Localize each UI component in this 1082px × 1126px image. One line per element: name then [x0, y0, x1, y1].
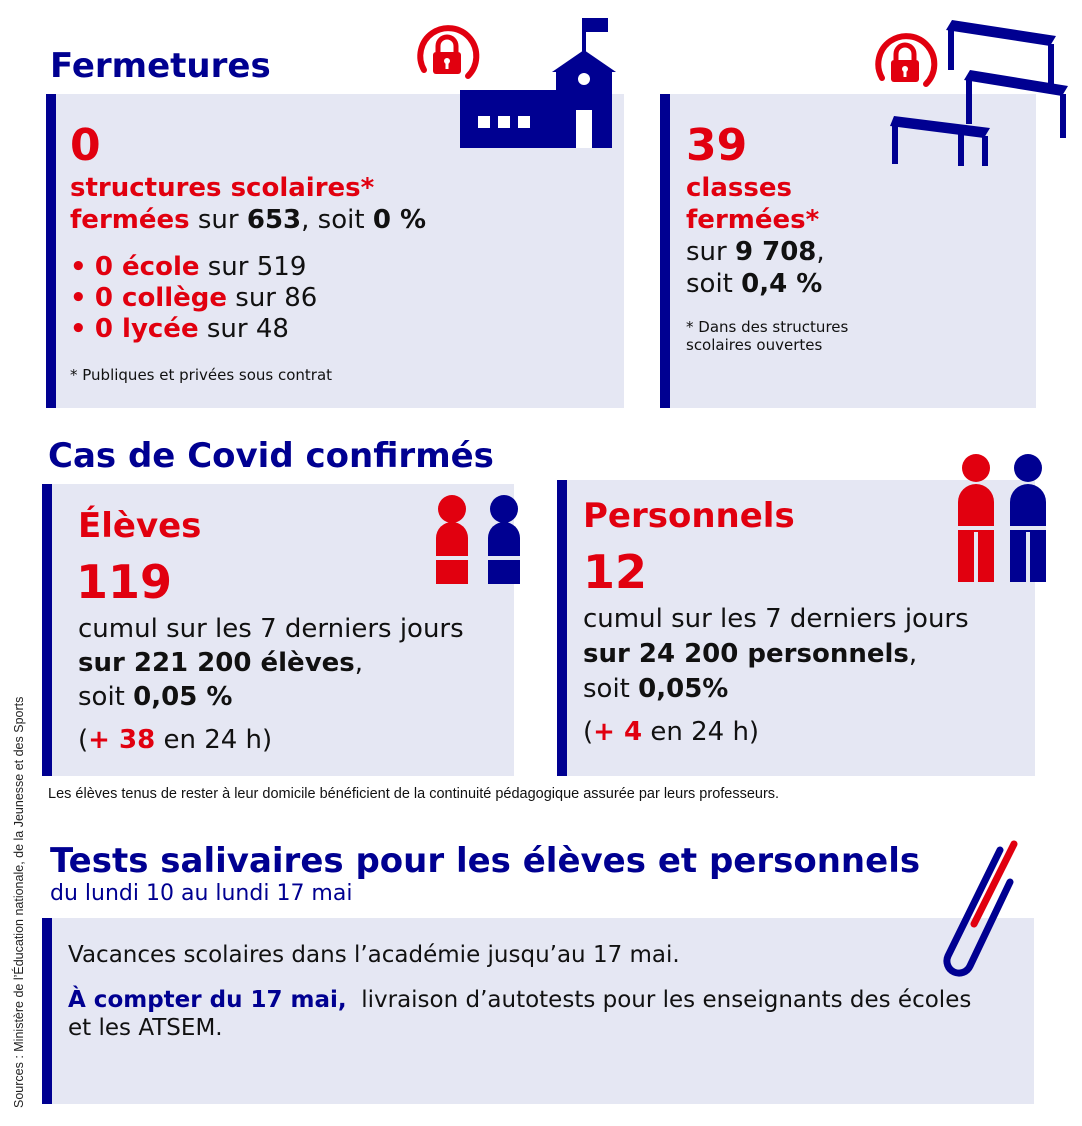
eleves-cumul: cumul sur les 7 derniers jours: [78, 614, 464, 644]
personnels-delta-rest: en 24 h): [642, 717, 760, 747]
personnels-count: 12: [583, 545, 648, 599]
tests-line2: [68, 986, 1018, 1014]
classes-sur: sur: [686, 237, 735, 267]
tests-line2-rest: livraison d’autotests pour les enseignants des écoles: [346, 987, 972, 1013]
personnels-total: sur 24 200 personnels: [583, 639, 909, 669]
school-desks-icon: [890, 16, 1070, 166]
structures-label-red-2: fermées: [70, 205, 190, 235]
eleves-soit: soit: [78, 682, 134, 712]
structures-list: [70, 252, 317, 345]
tests-line1: Vacances scolaires dans l’académie jusqu’au 17 mai.: [68, 942, 680, 968]
list-item-rest: sur 48: [198, 314, 289, 344]
classes-percent: 0,4 %: [741, 269, 823, 299]
tests-subtitle: du lundi 10 au lundi 17 mai: [50, 881, 353, 906]
list-item: [70, 252, 317, 283]
eleves-count: 119: [76, 555, 173, 609]
list-item-rest: sur 86: [227, 283, 318, 313]
personnels-text: [583, 602, 1033, 707]
structures-footnote: * Publiques et privées sous contrat: [70, 366, 333, 384]
classes-total: 9 708: [734, 237, 817, 267]
classes-label-1: classes: [686, 173, 792, 203]
eleves-percent-line: [78, 680, 518, 714]
structures-label: [70, 172, 610, 236]
comma: ,: [354, 648, 364, 678]
tests-card: [42, 918, 1034, 1104]
tests-line2-bold: À compter du 17 mai,: [68, 987, 347, 1013]
paren: (: [78, 725, 89, 755]
footnote-line: * Dans des structures: [686, 318, 849, 336]
eleves-delta-rest: en 24 h): [155, 725, 273, 755]
eleves-delta-value: + 38: [88, 725, 156, 755]
classes-count: 39: [686, 120, 748, 171]
comma: ,: [908, 639, 918, 669]
personnels-soit: soit: [583, 674, 639, 704]
personnels-percent: 0,05%: [638, 674, 729, 704]
covid-note: Les élèves tenus de rester à leur domicile bénéficient de la continuité pédagogique assurée par leurs professeurs.: [48, 786, 780, 802]
list-item-rest: sur 519: [199, 252, 307, 282]
classes-footnote: [686, 318, 848, 354]
list-item-red: 0 collège: [94, 283, 228, 313]
staff-red-icon: [954, 452, 998, 582]
bullet: •: [70, 314, 87, 344]
classes-total-line: [686, 236, 1036, 268]
classes-soit: soit: [686, 269, 742, 299]
comma: ,: [816, 237, 825, 267]
structures-percent: 0 %: [372, 205, 427, 235]
personnels-cumul: cumul sur les 7 derniers jours: [583, 604, 969, 634]
sources-credit: Sources : Ministère de l’Éducation nationale, de la Jeunesse et des Sports: [12, 696, 26, 1108]
structures-sur: sur: [189, 205, 247, 235]
structures-soit: , soit: [301, 205, 373, 235]
bullet: •: [70, 252, 87, 282]
covid-title: Cas de Covid confirmés: [48, 436, 494, 476]
fermetures-title: Fermetures: [50, 46, 271, 86]
staff-navy-icon: [1006, 452, 1050, 582]
eleves-text: [78, 612, 518, 714]
structures-count: 0: [70, 120, 101, 171]
personnels-heading: Personnels: [583, 496, 795, 536]
student-red-icon: [432, 494, 472, 586]
eleves-heading: Élèves: [78, 506, 202, 546]
bullet: •: [70, 283, 87, 313]
personnels-percent-line: [583, 672, 1033, 707]
eleves-total-line: [78, 646, 518, 680]
classes-label: [686, 172, 1036, 300]
tests-line3: et les ATSEM.: [68, 1015, 223, 1041]
eleves-delta: [78, 724, 272, 756]
structures-label-red-1: structures scolaires*: [70, 173, 375, 203]
school-building-icon: [456, 16, 628, 150]
personnels-delta: [583, 716, 759, 748]
eleves-percent: 0,05 %: [133, 682, 233, 712]
structures-total: 653: [246, 205, 302, 235]
list-item-red: 0 école: [94, 252, 200, 282]
list-item: [70, 283, 317, 314]
list-item-red: 0 lycée: [94, 314, 199, 344]
paperclip-icon: [930, 838, 1020, 978]
personnels-total-line: [583, 637, 1033, 672]
student-navy-icon: [484, 494, 524, 586]
tests-paragraph: [68, 986, 1018, 1042]
footnote-line: scolaires ouvertes: [686, 336, 823, 354]
list-item: [70, 314, 317, 345]
classes-label-2: fermées*: [686, 205, 820, 235]
eleves-total: sur 221 200 élèves: [78, 648, 355, 678]
classes-percent-line: [686, 268, 1036, 300]
personnels-delta-value: + 4: [593, 717, 643, 747]
tests-title: Tests salivaires pour les élèves et personnels: [50, 841, 921, 881]
paren: (: [583, 717, 594, 747]
